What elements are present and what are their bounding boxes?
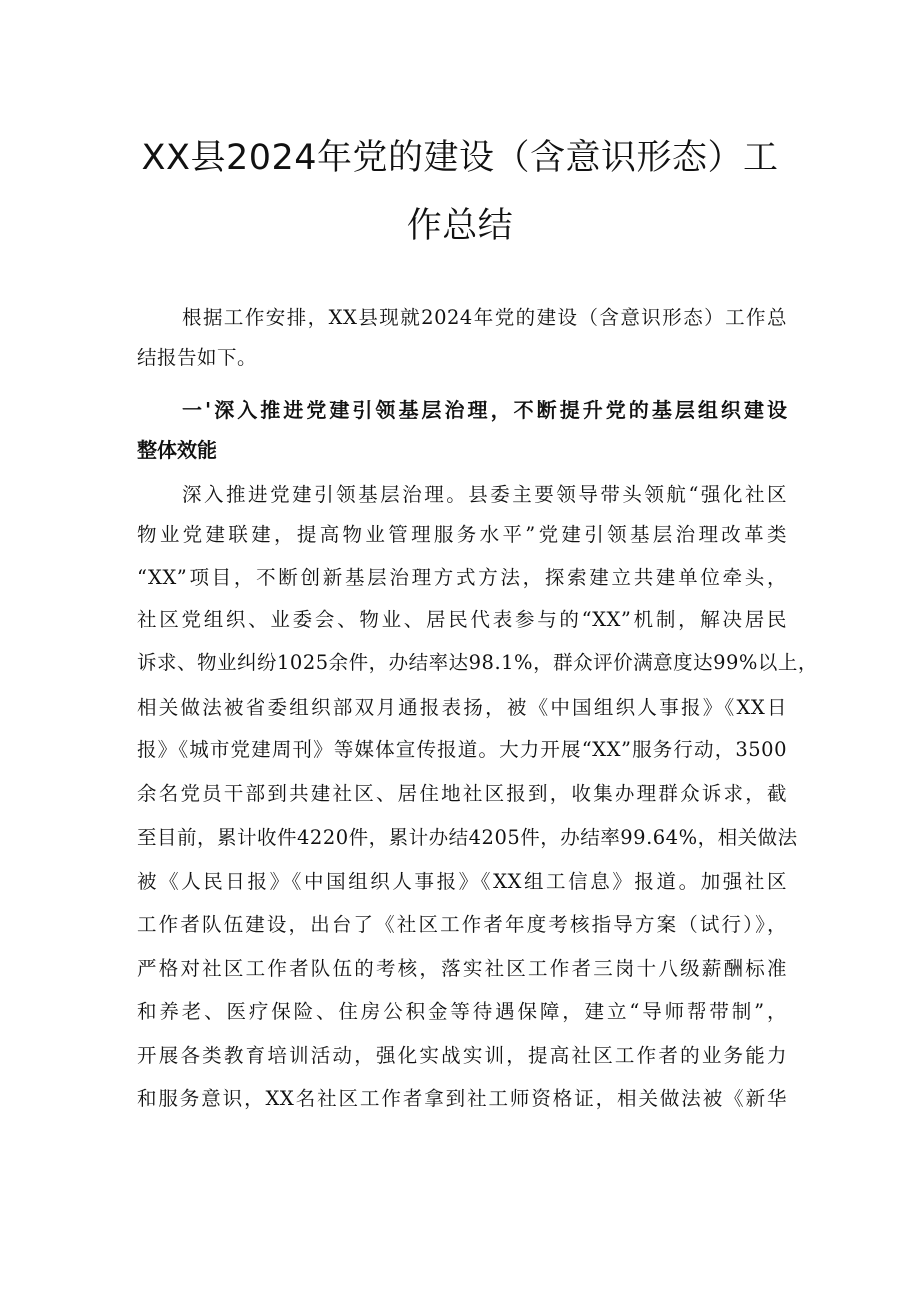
section-1-heading-line-2: 整体效能: [137, 438, 217, 462]
document-title-line-1: XX县2024年党的建设（含意识形态）工: [141, 138, 779, 178]
section-1-body-line-15: 和服务意识，XX名社区工作者拿到社工师资格证，相关做法被《新华: [137, 1087, 787, 1110]
intro-paragraph-line-1: 根据工作安排，XX县现就2024年党的建设（含意识形态）工作总: [182, 306, 787, 329]
section-1-body-line-12: 严格对社区工作者队伍的考核，落实社区工作者三岗十八级薪酬标准: [137, 957, 787, 980]
section-1-body-line-11: 工作者队伍建设，出台了《社区工作者年度考核指导方案（试行）》，: [137, 913, 787, 936]
section-1-body-line-5: 诉求、物业纠纷1025余件，办结率达98.1%，群众评价满意度达99%以上，: [137, 651, 818, 674]
section-1-body-line-6: 相关做法被省委组织部双月通报表扬，被《中国组织人事报》《XX日: [137, 696, 787, 719]
section-1-body-line-1: 深入推进党建引领基层治理。县委主要领导带头领航“强化社区: [182, 483, 787, 506]
section-1-body-line-9: 至目前，累计收件4220件，累计办结4205件，办结率99.64%，相关做法: [137, 826, 798, 849]
intro-paragraph-line-2: 结报告如下。: [137, 346, 258, 369]
section-1-body-line-10: 被《人民日报》《中国组织人事报》《XX组工信息》报道。加强社区: [137, 870, 787, 893]
section-1-heading-line-1: 一'深入推进党建引领基层治理，不断提升党的基层组织建设: [182, 398, 787, 422]
section-1-body-line-4: 社区党组织、业委会、物业、居民代表参与的“XX”机制，解决居民: [137, 608, 787, 631]
section-1-body-line-13: 和养老、医疗保险、住房公积金等待遇保障，建立“导师帮带制”，: [137, 1000, 787, 1023]
section-1-body-line-7: 报》《城市党建周刊》等媒体宣传报道。大力开展“XX”服务行动，3500: [137, 738, 787, 761]
section-1-body-line-3: “XX”项目，不断创新基层治理方式方法，探索建立共建单位牵头，: [137, 566, 787, 589]
section-1-body-line-8: 余名党员干部到共建社区、居住地社区报到，收集办理群众诉求，截: [137, 782, 787, 805]
document-title-line-2: 作总结: [406, 206, 514, 246]
section-1-body-line-14: 开展各类教育培训活动，强化实战实训，提高社区工作者的业务能力: [137, 1044, 787, 1067]
section-1-body-line-2: 物业党建联建，提高物业管理服务水平”党建引领基层治理改革类: [137, 523, 787, 546]
